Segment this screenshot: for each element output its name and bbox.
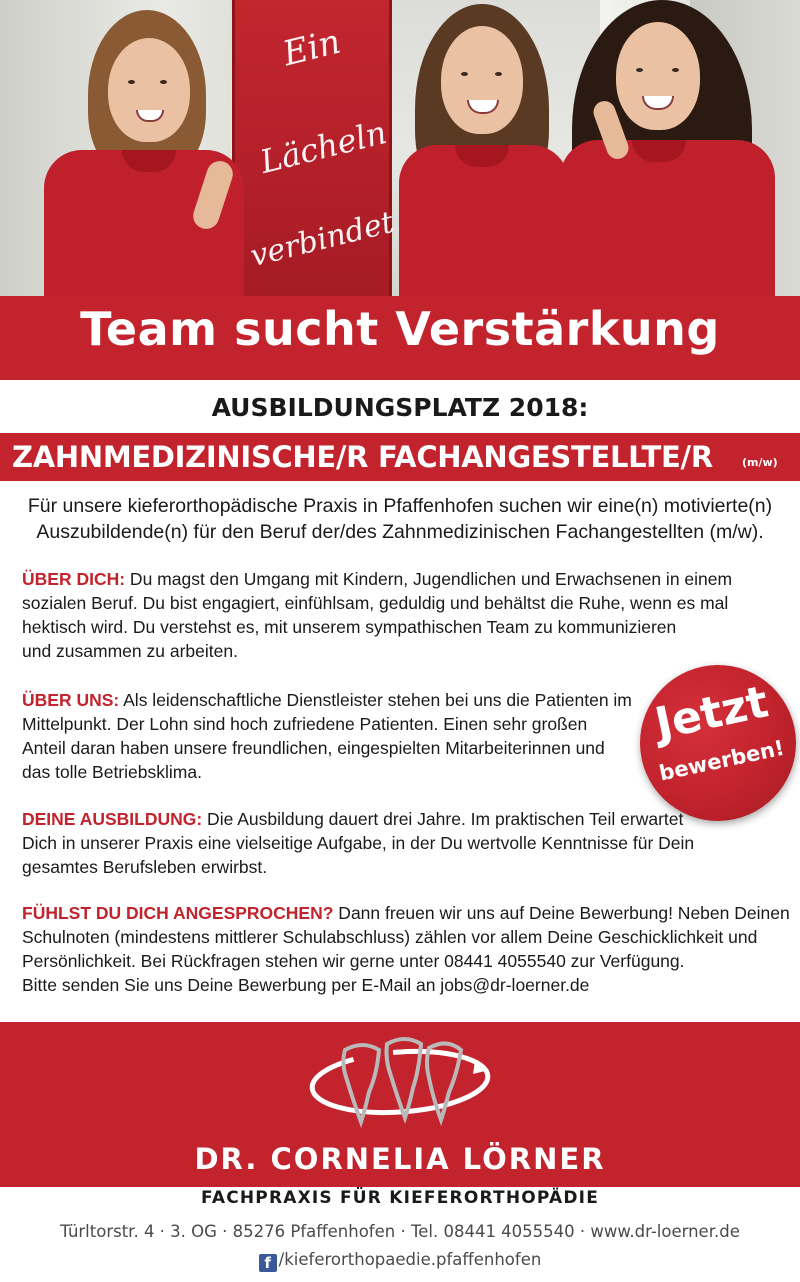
facebook-link[interactable]	[0, 1250, 800, 1272]
sticker-line-1: Jetzt	[650, 676, 773, 750]
intro-line: Auszubildende(n) für den Beruf der/des Zahnmedizinischen Fachangestellten (m/w).	[36, 521, 764, 543]
section-text: Anteil daran haben unsere freundlichen, eingespielten Mitarbeiterinnen und	[22, 738, 605, 758]
gender-tag: (m/w)	[742, 456, 778, 469]
section-training	[22, 807, 782, 879]
section-label: ÜBER DICH:	[22, 569, 126, 589]
red-glass-panel	[232, 0, 398, 300]
intro-line: Für unsere kieferorthopädische Praxis in Pfaffenhofen suchen wir eine(n) motivierte(n)	[27, 495, 773, 517]
section-text: Du magst den Umgang mit Kindern, Jugendlichen und Erwachsenen in einem	[125, 569, 733, 589]
section-text: Schulnoten (mindestens mittlerer Schulabschluss) zählen vor allem Deine Geschicklichkeit und	[22, 927, 758, 947]
section-label: DEINE AUSBILDUNG:	[22, 809, 203, 829]
tooth-logo-icon	[305, 1030, 495, 1130]
glass-text-3: verbindet	[246, 204, 398, 275]
facebook-handle: /kieferorthopaedie.pfaffenhofen	[278, 1250, 542, 1269]
section-text: Die Ausbildung dauert drei Jahre. Im praktischen Teil erwartet	[202, 809, 684, 829]
glass-text-1: Ein	[279, 21, 345, 75]
section-text: Mittelpunkt. Der Lohn sind hoch zufriedene Patienten. Einen sehr großen	[22, 714, 588, 734]
section-text: das tolle Betriebsklima.	[22, 762, 202, 782]
practice-subtitle: FACHPRAXIS FÜR KIEFERORTHOPÄDIE	[200, 1188, 600, 1208]
practice-name: DR. CORNELIA LÖRNER	[194, 1142, 606, 1176]
footer-banner	[0, 1022, 800, 1187]
intro-paragraph	[20, 493, 780, 545]
section-label: FÜHLST DU DICH ANGESPROCHEN?	[22, 903, 334, 923]
title-banner	[0, 296, 800, 380]
hero-photo	[0, 0, 800, 300]
practice-address: Türltorstr. 4 · 3. OG · 85276 Pfaffenhofen · Tel. 08441 4055540 · www.dr-loerner.de	[60, 1222, 740, 1241]
section-text: gesamtes Berufsleben erwirbst.	[22, 857, 268, 877]
section-text: sozialen Beruf. Du bist engagiert, einfühlsam, geduldig und behältst die Ruhe, wenn es mal	[22, 593, 729, 613]
page-title: Team sucht Verstärkung	[80, 302, 720, 356]
section-label: ÜBER UNS:	[22, 690, 120, 710]
job-title-banner	[0, 433, 800, 481]
section-text: und zusammen zu arbeiten.	[22, 641, 238, 661]
section-apply	[22, 901, 790, 997]
apprenticeship-heading: AUSBILDUNGSPLATZ 2018:	[211, 393, 589, 422]
section-text: Persönlichkeit. Bei Rückfragen stehen wir gerne unter 08441 4055540 zur Verfügung.	[22, 951, 685, 971]
section-text: Dann freuen wir uns auf Deine Bewerbung! Neben Deinen	[333, 903, 790, 923]
section-text: Bitte senden Sie uns Deine Bewerbung per E-Mail an jobs@dr-loerner.de	[22, 975, 590, 995]
job-title: ZAHNMEDIZINISCHE/R FACHANGESTELLTE/R	[12, 440, 713, 474]
section-text: Als leidenschaftliche Dienstleister stehen bei uns die Patienten im	[119, 690, 632, 710]
glass-text-2: Lächeln	[256, 113, 391, 181]
section-about-you	[22, 567, 782, 663]
section-text: Dich in unserer Praxis eine vielseitige Aufgabe, in der Du wertvolle Kenntnisse für Dein	[22, 833, 695, 853]
section-text: hektisch wird. Du verstehst es, mit unserem sympathischen Team zu kommunizieren	[22, 617, 677, 637]
facebook-icon: f	[259, 1254, 277, 1272]
sticker-line-2: bewerben!	[657, 735, 787, 786]
